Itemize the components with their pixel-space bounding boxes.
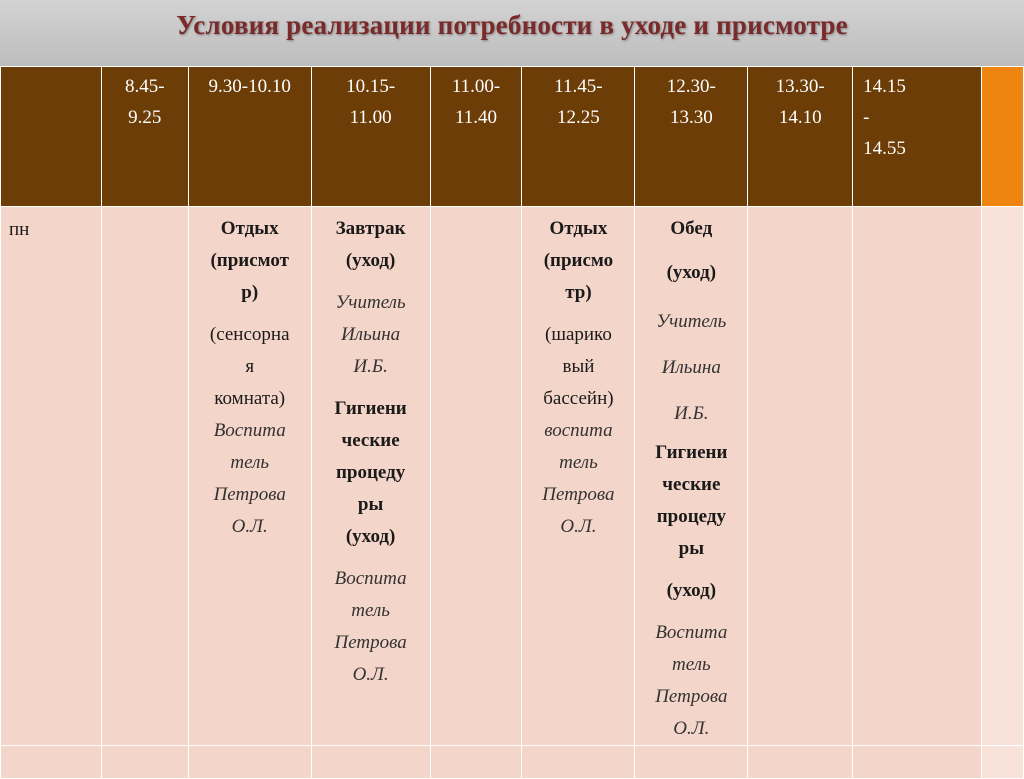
title-bar xyxy=(0,0,1024,66)
activity-title: Обед xyxy=(670,218,713,239)
cell xyxy=(748,746,853,779)
activity2-subtitle: (уход) xyxy=(666,580,717,601)
cell xyxy=(1,746,102,779)
activity-title-2: Гигиени ческие процеду ры xyxy=(655,442,728,559)
cell xyxy=(311,746,430,779)
activity-detail: (шарико вый бассейн) xyxy=(543,324,614,409)
accent-cell xyxy=(982,207,1024,746)
responsible-person: Воспита тель Петрова О.Л. xyxy=(655,622,728,739)
cell-0930 xyxy=(188,207,311,746)
header-time-1230 xyxy=(635,67,748,207)
activity-title: Завтрак (уход) xyxy=(335,218,406,271)
cell-0845 xyxy=(101,207,188,746)
activity-title: Отдых (присмот р) xyxy=(210,218,289,303)
header-time-1330 xyxy=(748,67,853,207)
header-row xyxy=(1,67,1024,207)
slide-title: Условия реализации потребности в уходе и присмотре xyxy=(176,10,848,40)
cell xyxy=(430,746,522,779)
header-time-0845 xyxy=(101,67,188,207)
activity-title-2: Гигиени ческие процеду ры (уход) xyxy=(334,398,407,547)
cell xyxy=(101,746,188,779)
responsible-teacher: Учитель Ильина И.Б. xyxy=(656,311,727,424)
time-label: 12.30- 13.30 xyxy=(666,76,716,128)
time-label: 14.15 - 14.55 xyxy=(863,76,906,159)
cell xyxy=(853,746,982,779)
header-accent-cell xyxy=(982,67,1024,207)
cell xyxy=(522,746,635,779)
cell-1100 xyxy=(430,207,522,746)
cell-1230 xyxy=(635,207,748,746)
header-time-1015 xyxy=(311,67,430,207)
activity-title: Отдых (присмо тр) xyxy=(543,218,614,303)
next-row-partial xyxy=(1,746,1024,779)
time-label: 10.15- 11.00 xyxy=(346,76,396,128)
header-corner-cell xyxy=(1,67,102,207)
time-label: 9.30-10.10 xyxy=(208,76,291,97)
header-time-0930 xyxy=(188,67,311,207)
cell xyxy=(188,746,311,779)
header-time-1415 xyxy=(853,67,982,207)
responsible-person: воспита тель Петрова О.Л. xyxy=(542,420,615,537)
responsible-person: Воспита тель Петрова О.Л. xyxy=(334,568,407,685)
responsible-person: Воспита тель Петрова О.Л. xyxy=(213,420,286,537)
activity-subtitle: (уход) xyxy=(666,262,717,283)
cell xyxy=(635,746,748,779)
cell-1415 xyxy=(853,207,982,746)
responsible-teacher: Учитель Ильина И.Б. xyxy=(335,292,406,377)
activity-detail: (сенсорна я комната) xyxy=(209,324,290,409)
cell-1145 xyxy=(522,207,635,746)
day-label: пн xyxy=(1,207,102,746)
cell-1330 xyxy=(748,207,853,746)
time-label: 13.30- 14.10 xyxy=(775,76,825,128)
header-time-1145 xyxy=(522,67,635,207)
schedule-table xyxy=(0,66,1024,779)
time-label: 11.45- 12.25 xyxy=(554,76,603,128)
accent-cell xyxy=(982,746,1024,779)
time-label: 11.00- 11.40 xyxy=(451,76,501,128)
day-row-monday xyxy=(1,207,1024,746)
header-time-1100 xyxy=(430,67,522,207)
time-label: 8.45- 9.25 xyxy=(125,76,165,128)
cell-1015 xyxy=(311,207,430,746)
